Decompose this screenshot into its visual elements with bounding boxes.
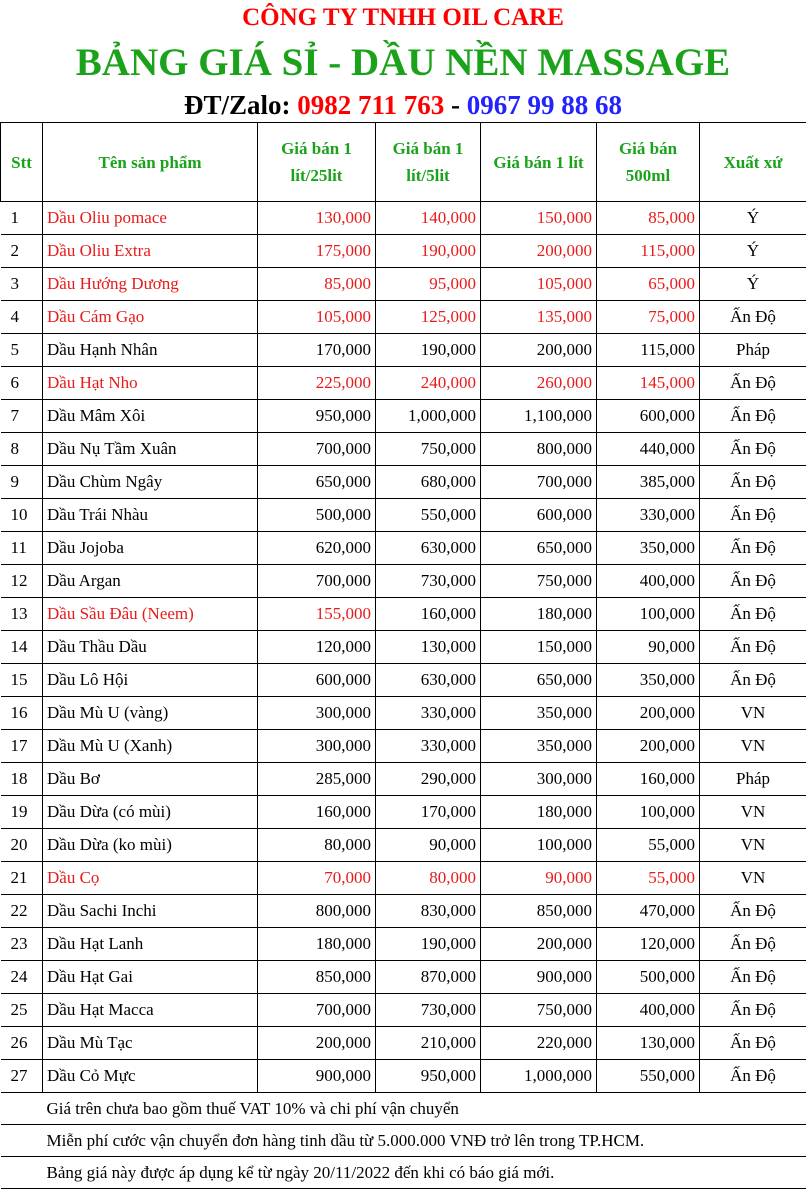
price-500ml: 160,000 [597, 763, 700, 796]
origin: Ấn Độ [700, 895, 806, 928]
product-name: Dầu Hạt Lanh [43, 928, 258, 961]
price-500ml: 400,000 [597, 565, 700, 598]
col-header-stt: Stt [1, 123, 43, 202]
price-1l: 200,000 [481, 235, 597, 268]
product-name: Dầu Sầu Đâu (Neem) [43, 598, 258, 631]
sheet-title: BẢNG GIÁ SỈ - DẦU NỀN MASSAGE [75, 41, 731, 84]
product-name: Dầu Chùm Ngây [43, 466, 258, 499]
price-1l: 150,000 [481, 202, 597, 235]
origin: Ấn Độ [700, 433, 806, 466]
note-row [1, 1157, 806, 1189]
product-name: Dầu Jojoba [43, 532, 258, 565]
price-500ml: 115,000 [597, 235, 700, 268]
price-1l: 750,000 [481, 994, 597, 1027]
phone-primary[interactable]: 0982 711 763 [297, 90, 445, 120]
row-stt: 18 [1, 763, 43, 796]
price-500ml: 200,000 [597, 730, 700, 763]
price-25l: 225,000 [258, 367, 376, 400]
origin: Pháp [700, 763, 806, 796]
price-1l: 700,000 [481, 466, 597, 499]
row-stt: 22 [1, 895, 43, 928]
row-stt: 23 [1, 928, 43, 961]
row-stt: 12 [1, 565, 43, 598]
product-name: Dầu Dừa (ko mùi) [43, 829, 258, 862]
price-25l: 155,000 [258, 598, 376, 631]
price-25l: 130,000 [258, 202, 376, 235]
origin: Ấn Độ [700, 565, 806, 598]
price-500ml: 350,000 [597, 532, 700, 565]
price-5l: 730,000 [376, 994, 481, 1027]
price-1l: 90,000 [481, 862, 597, 895]
price-5l: 680,000 [376, 466, 481, 499]
price-5l: 90,000 [376, 829, 481, 862]
price-1l: 650,000 [481, 664, 597, 697]
price-500ml: 130,000 [597, 1027, 700, 1060]
price-500ml: 350,000 [597, 664, 700, 697]
product-name: Dầu Oliu Extra [43, 235, 258, 268]
price-500ml: 115,000 [597, 334, 700, 367]
product-name: Dầu Nụ Tầm Xuân [43, 433, 258, 466]
notes-section [1, 1093, 806, 1189]
product-name: Dầu Hạt Gai [43, 961, 258, 994]
price-500ml: 500,000 [597, 961, 700, 994]
price-5l: 190,000 [376, 334, 481, 367]
price-500ml: 400,000 [597, 994, 700, 1027]
price-1l: 220,000 [481, 1027, 597, 1060]
product-name: Dầu Cọ [43, 862, 258, 895]
row-stt: 25 [1, 994, 43, 1027]
product-name: Dầu Bơ [43, 763, 258, 796]
product-name: Dầu Hạt Nho [43, 367, 258, 400]
product-name: Dầu Hạnh Nhân [43, 334, 258, 367]
product-name: Dầu Mù U (vàng) [43, 697, 258, 730]
origin: Ấn Độ [700, 367, 806, 400]
table-row [1, 268, 806, 301]
product-name: Dầu Argan [43, 565, 258, 598]
table-row [1, 466, 806, 499]
origin: VN [700, 697, 806, 730]
contact-line [0, 87, 806, 123]
table-body [1, 202, 806, 1093]
note-row [1, 1125, 806, 1157]
price-5l: 80,000 [376, 862, 481, 895]
price-5l: 870,000 [376, 961, 481, 994]
price-5l: 210,000 [376, 1027, 481, 1060]
origin: Ấn Độ [700, 301, 806, 334]
price-500ml: 440,000 [597, 433, 700, 466]
origin: Ấn Độ [700, 994, 806, 1027]
product-name: Dầu Oliu pomace [43, 202, 258, 235]
price-5l: 730,000 [376, 565, 481, 598]
price-25l: 300,000 [258, 730, 376, 763]
price-5l: 330,000 [376, 697, 481, 730]
origin: Ấn Độ [700, 1060, 806, 1093]
price-1l: 300,000 [481, 763, 597, 796]
table-row [1, 796, 806, 829]
table-row [1, 730, 806, 763]
price-1l: 180,000 [481, 598, 597, 631]
row-stt: 7 [1, 400, 43, 433]
origin: Ấn Độ [700, 631, 806, 664]
price-1l: 100,000 [481, 829, 597, 862]
price-500ml: 100,000 [597, 796, 700, 829]
product-name: Dầu Thầu Dầu [43, 631, 258, 664]
price-5l: 630,000 [376, 664, 481, 697]
price-25l: 120,000 [258, 631, 376, 664]
price-1l: 800,000 [481, 433, 597, 466]
origin: Ấn Độ [700, 532, 806, 565]
price-500ml: 600,000 [597, 400, 700, 433]
origin: Ấn Độ [700, 961, 806, 994]
col-header-price-5l: Giá bán 1 lít/5lit [376, 123, 481, 202]
price-5l: 190,000 [376, 235, 481, 268]
table-row [1, 334, 806, 367]
price-1l: 1,000,000 [481, 1060, 597, 1093]
price-1l: 150,000 [481, 631, 597, 664]
price-25l: 300,000 [258, 697, 376, 730]
row-stt: 5 [1, 334, 43, 367]
price-500ml: 55,000 [597, 862, 700, 895]
price-5l: 630,000 [376, 532, 481, 565]
row-stt: 13 [1, 598, 43, 631]
table-row [1, 862, 806, 895]
price-25l: 850,000 [258, 961, 376, 994]
col-header-price-1l: Giá bán 1 lít [481, 123, 597, 202]
price-25l: 180,000 [258, 928, 376, 961]
price-500ml: 200,000 [597, 697, 700, 730]
price-1l: 135,000 [481, 301, 597, 334]
table-row [1, 532, 806, 565]
company-name: CÔNG TY TNHH OIL CARE [242, 4, 564, 31]
price-1l: 900,000 [481, 961, 597, 994]
price-500ml: 100,000 [597, 598, 700, 631]
row-stt: 16 [1, 697, 43, 730]
price-25l: 105,000 [258, 301, 376, 334]
price-5l: 750,000 [376, 433, 481, 466]
col-header-name: Tên sản phẩm [43, 123, 258, 202]
price-5l: 550,000 [376, 499, 481, 532]
row-stt: 24 [1, 961, 43, 994]
price-25l: 800,000 [258, 895, 376, 928]
row-stt: 19 [1, 796, 43, 829]
price-500ml: 470,000 [597, 895, 700, 928]
row-stt: 11 [1, 532, 43, 565]
product-name: Dầu Lô Hội [43, 664, 258, 697]
note-text: Bảng giá này được áp dụng kể từ ngày 20/11/2022 đến khi có báo giá mới. [1, 1157, 806, 1189]
price-5l: 140,000 [376, 202, 481, 235]
row-stt: 27 [1, 1060, 43, 1093]
price-25l: 85,000 [258, 268, 376, 301]
price-500ml: 120,000 [597, 928, 700, 961]
table-row [1, 499, 806, 532]
origin: Ý [700, 235, 806, 268]
price-5l: 830,000 [376, 895, 481, 928]
product-name: Dầu Hướng Dương [43, 268, 258, 301]
price-1l: 260,000 [481, 367, 597, 400]
price-table [0, 122, 806, 1189]
price-5l: 950,000 [376, 1060, 481, 1093]
note-text: Miễn phí cước vận chuyển đơn hàng tinh dầu từ 5.000.000 VNĐ trở lên trong TP.HCM. [1, 1125, 806, 1157]
price-25l: 620,000 [258, 532, 376, 565]
table-row [1, 367, 806, 400]
row-stt: 26 [1, 1027, 43, 1060]
price-25l: 500,000 [258, 499, 376, 532]
price-500ml: 65,000 [597, 268, 700, 301]
table-row [1, 1060, 806, 1093]
price-1l: 200,000 [481, 928, 597, 961]
price-25l: 900,000 [258, 1060, 376, 1093]
table-row [1, 895, 806, 928]
table-row [1, 763, 806, 796]
origin: Ấn Độ [700, 466, 806, 499]
row-stt: 9 [1, 466, 43, 499]
table-row [1, 631, 806, 664]
price-25l: 285,000 [258, 763, 376, 796]
price-25l: 700,000 [258, 565, 376, 598]
product-name: Dầu Hạt Macca [43, 994, 258, 1027]
price-5l: 240,000 [376, 367, 481, 400]
table-row [1, 235, 806, 268]
price-5l: 160,000 [376, 598, 481, 631]
price-25l: 200,000 [258, 1027, 376, 1060]
table-row [1, 1027, 806, 1060]
contact-label: ĐT/Zalo: [183, 90, 291, 120]
origin: VN [700, 796, 806, 829]
row-stt: 10 [1, 499, 43, 532]
row-stt: 21 [1, 862, 43, 895]
price-5l: 125,000 [376, 301, 481, 334]
table-row [1, 994, 806, 1027]
table-row [1, 400, 806, 433]
table-row [1, 598, 806, 631]
phone-secondary[interactable]: 0967 99 88 68 [466, 90, 623, 120]
col-header-price-500ml: Giá bán 500ml [597, 123, 700, 202]
row-stt: 3 [1, 268, 43, 301]
price-1l: 180,000 [481, 796, 597, 829]
table-row [1, 697, 806, 730]
row-stt: 15 [1, 664, 43, 697]
row-stt: 17 [1, 730, 43, 763]
origin: Ấn Độ [700, 598, 806, 631]
product-name: Dầu Sachi Inchi [43, 895, 258, 928]
table-row [1, 829, 806, 862]
note-row [1, 1093, 806, 1125]
row-stt: 14 [1, 631, 43, 664]
origin: VN [700, 730, 806, 763]
price-25l: 700,000 [258, 433, 376, 466]
row-stt: 4 [1, 301, 43, 334]
product-name: Dầu Cám Gạo [43, 301, 258, 334]
price-5l: 190,000 [376, 928, 481, 961]
price-25l: 600,000 [258, 664, 376, 697]
table-row [1, 961, 806, 994]
price-500ml: 85,000 [597, 202, 700, 235]
product-name: Dầu Mù Tạc [43, 1027, 258, 1060]
table-header-row [1, 123, 806, 202]
price-500ml: 55,000 [597, 829, 700, 862]
origin: Ý [700, 202, 806, 235]
price-500ml: 330,000 [597, 499, 700, 532]
table-row [1, 565, 806, 598]
price-25l: 950,000 [258, 400, 376, 433]
contact-separator: - [451, 90, 461, 120]
price-1l: 350,000 [481, 730, 597, 763]
price-25l: 650,000 [258, 466, 376, 499]
price-25l: 80,000 [258, 829, 376, 862]
row-stt: 2 [1, 235, 43, 268]
origin: Pháp [700, 334, 806, 367]
price-5l: 130,000 [376, 631, 481, 664]
product-name: Dầu Trái Nhàu [43, 499, 258, 532]
row-stt: 1 [1, 202, 43, 235]
price-5l: 95,000 [376, 268, 481, 301]
price-5l: 330,000 [376, 730, 481, 763]
origin: Ấn Độ [700, 499, 806, 532]
table-row [1, 301, 806, 334]
price-1l: 200,000 [481, 334, 597, 367]
origin: Ấn Độ [700, 1027, 806, 1060]
price-500ml: 385,000 [597, 466, 700, 499]
price-5l: 1,000,000 [376, 400, 481, 433]
price-1l: 850,000 [481, 895, 597, 928]
price-1l: 650,000 [481, 532, 597, 565]
price-500ml: 550,000 [597, 1060, 700, 1093]
price-1l: 350,000 [481, 697, 597, 730]
price-500ml: 145,000 [597, 367, 700, 400]
table-row [1, 202, 806, 235]
price-25l: 170,000 [258, 334, 376, 367]
product-name: Dầu Dừa (có mùi) [43, 796, 258, 829]
origin: Ấn Độ [700, 928, 806, 961]
price-1l: 750,000 [481, 565, 597, 598]
price-1l: 1,100,000 [481, 400, 597, 433]
price-5l: 290,000 [376, 763, 481, 796]
origin: Ý [700, 268, 806, 301]
price-25l: 175,000 [258, 235, 376, 268]
product-name: Dầu Cỏ Mực [43, 1060, 258, 1093]
origin: VN [700, 829, 806, 862]
price-500ml: 90,000 [597, 631, 700, 664]
origin: Ấn Độ [700, 400, 806, 433]
col-header-origin: Xuất xứ [700, 123, 806, 202]
product-name: Dầu Mâm Xôi [43, 400, 258, 433]
table-row [1, 664, 806, 697]
row-stt: 20 [1, 829, 43, 862]
origin: VN [700, 862, 806, 895]
col-header-price-25l: Giá bán 1 lít/25lit [258, 123, 376, 202]
price-1l: 600,000 [481, 499, 597, 532]
price-25l: 70,000 [258, 862, 376, 895]
row-stt: 6 [1, 367, 43, 400]
product-name: Dầu Mù U (Xanh) [43, 730, 258, 763]
price-25l: 700,000 [258, 994, 376, 1027]
note-text: Giá trên chưa bao gồm thuế VAT 10% và chi phí vận chuyển [1, 1093, 806, 1125]
row-stt: 8 [1, 433, 43, 466]
price-25l: 160,000 [258, 796, 376, 829]
price-1l: 105,000 [481, 268, 597, 301]
price-5l: 170,000 [376, 796, 481, 829]
table-row [1, 433, 806, 466]
origin: Ấn Độ [700, 664, 806, 697]
price-500ml: 75,000 [597, 301, 700, 334]
table-row [1, 928, 806, 961]
